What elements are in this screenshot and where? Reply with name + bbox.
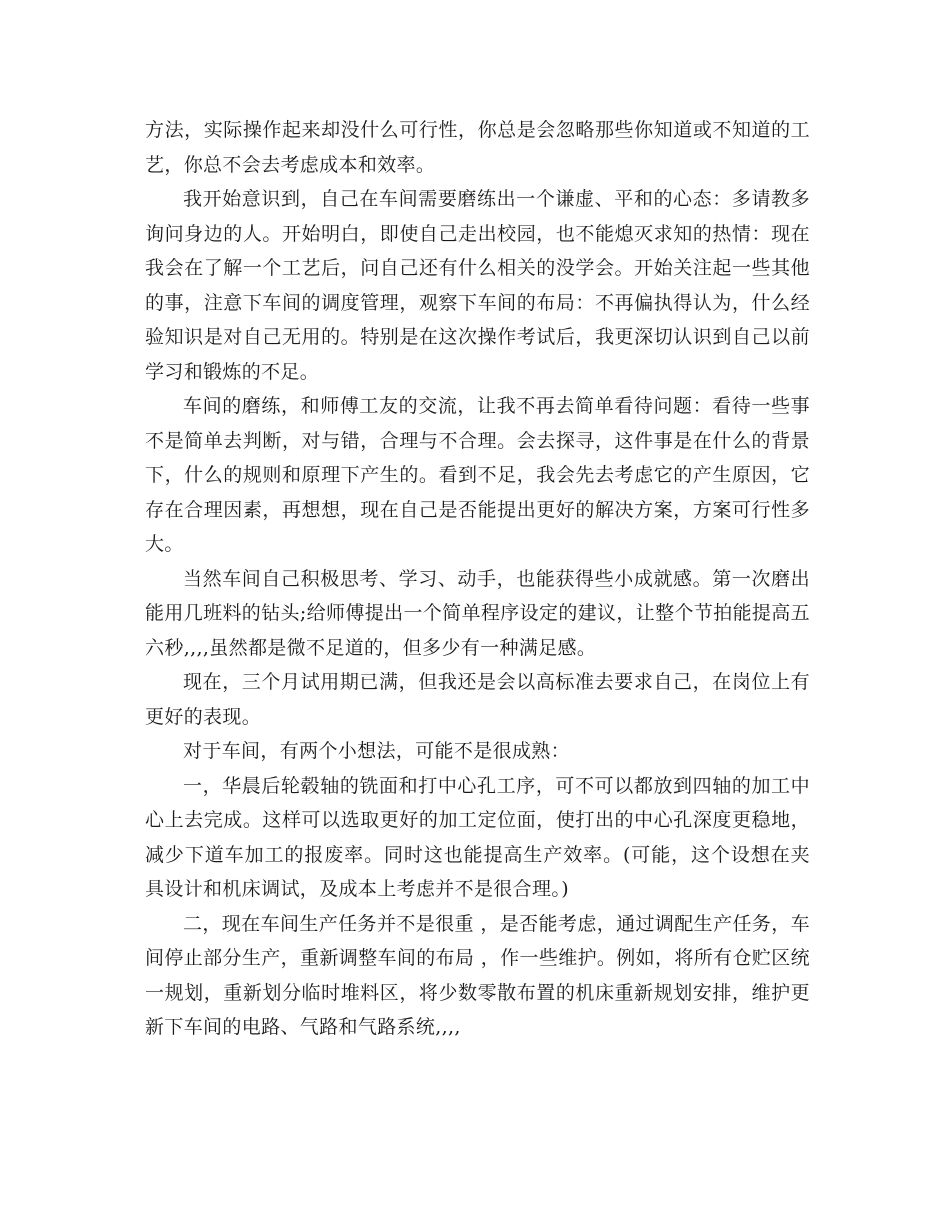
document-body [145, 113, 810, 1045]
paragraph-4: 当然车间自己积极思考、学习、动手，也能获得些小成就感。第一次磨出能用几班料的钻头;给师傅提出一个简单程序设定的建议，让整个节拍能提高五六秒,,,,虽然都是微不足道的，但多少有一种满足感。 [145, 567, 810, 659]
paragraph-5: 现在，三个月试用期已满，但我还是会以高标准去要求自己，在岗位上有更好的表现。 [145, 671, 810, 728]
paragraph-8: 二，现在车间生产任务并不是很重 ，是否能考虑，通过调配生产任务，车间停止部分生产，重新调整车间的布局 ，作一些维护。例如，将所有仓贮区统一规划，重新划分临时堆料区，将少数零散布置的机床重新规划安排，维护更新下车间的电路、气路和气路系统,,,, [145, 912, 810, 1038]
paragraph-7: 一，华晨后轮毂轴的铣面和打中心孔工序，可不可以都放到四轴的加工中心上去完成。这样可以选取更好的加工定位面，使打出的中心孔深度更稳地，减少下道车加工的报废率。同时这也能提高生产效率。(可能，这个设想在夹具设计和机床调试，及成本上考虑并不是很合理。) [145, 774, 810, 900]
paragraph-1: 方法，实际操作起来却没什么可行性，你总是会忽略那些你知道或不知道的工艺，你总不会去考虑成本和效率。 [145, 119, 810, 176]
paragraph-6: 对于车间，有两个小想法，可能不是很成熟： [183, 740, 571, 762]
paragraph-2: 我开始意识到，自己在车间需要磨练出一个谦虚、平和的心态：多请教多询问身边的人。开始明白，即使自己走出校园，也不能熄灭求知的热情：现在我会在了解一个工艺后，问自己还有什么相关的没学会。开始关注起一些其他的事，注意下车间的调度管理，观察下车间的布局：不再偏执得认为，什么经验知识是对自己无用的。特别是在这次操作考试后，我更深切认识到自己以前学习和锻炼的不足。 [145, 188, 810, 383]
paragraph-3: 车间的磨练，和师傅工友的交流，让我不再去简单看待问题：看待一些事不是简单去判断，对与错，合理与不合理。会去探寻，这件事是在什么的背景下，什么的规则和原理下产生的。看到不足，我会先去考虑它的产生原因，它存在合理因素，再想想，现在自己是否能提出更好的解决方案，方案可行性多大。 [145, 395, 810, 555]
